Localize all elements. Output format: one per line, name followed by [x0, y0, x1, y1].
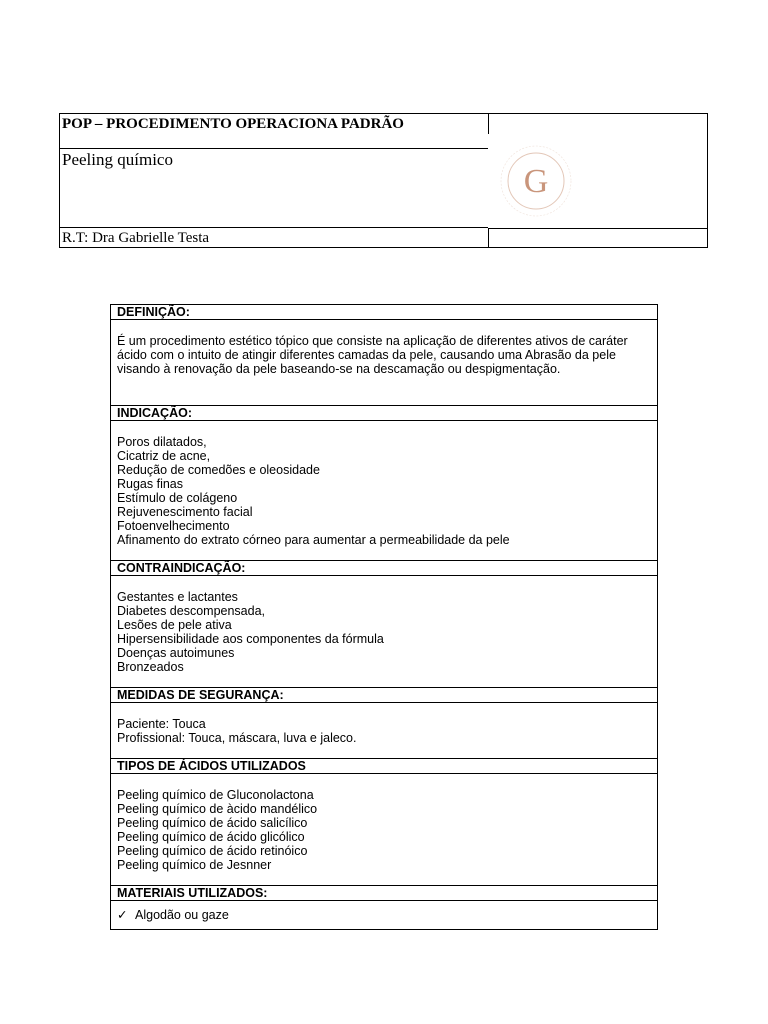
- header-left-column: [60, 114, 489, 247]
- section-definition-body: [111, 320, 657, 406]
- list-item: Peeling químico de ácido retinóico: [117, 844, 308, 858]
- header-right-divider: [489, 228, 707, 229]
- section-definition-title: DEFINIÇÃO:: [111, 305, 657, 320]
- text-line: É um procedimento estético tópico que consiste na aplicação de diferentes ativos de caráter: [117, 334, 628, 348]
- list-item: Redução de comedões e oleosidade: [117, 463, 320, 477]
- list-item: Peeling químico de Jesnner: [117, 858, 272, 872]
- logo-emblem-icon: [488, 134, 588, 228]
- list-item: Paciente: Touca: [117, 717, 206, 731]
- section-safety-body: [111, 703, 657, 759]
- list-item: Cicatriz de acne,: [117, 449, 211, 463]
- section-materials-title: MATERIAIS UTILIZADOS:: [111, 886, 657, 901]
- clinic-logo: [488, 134, 588, 228]
- text-line: visando à renovação da pele baseando-se na descamação ou despigmentação.: [117, 362, 561, 376]
- section-contraindication-title: CONTRAINDICAÇÃO:: [111, 561, 657, 576]
- document-title: POP – PROCEDIMENTO OPERACIONA PADRÃO: [60, 114, 488, 149]
- list-item: Rugas finas: [117, 477, 184, 491]
- list-item: Bronzeados: [117, 660, 184, 674]
- section-acids-body: [111, 774, 657, 886]
- logo-letter: G: [523, 163, 549, 200]
- section-materials-body: [111, 901, 657, 929]
- text-line: ácido com o intuito de atingir diferentes camadas da pele, causando uma Abrasão da pele: [117, 348, 616, 362]
- list-item: Lesões de pele ativa: [117, 618, 232, 632]
- list-item: Estímulo de colágeno: [117, 491, 238, 505]
- list-item: Fotoenvelhecimento: [117, 519, 230, 533]
- responsible-technician: R.T: Dra Gabrielle Testa: [62, 230, 210, 246]
- checklist-item: [117, 908, 657, 922]
- section-safety-title: MEDIDAS DE SEGURANÇA:: [111, 688, 657, 703]
- list-item: Hipersensibilidade aos componentes da fórmula: [117, 632, 384, 646]
- checkmark-icon: ✓: [117, 908, 128, 922]
- list-item: Doenças autoimunes: [117, 646, 235, 660]
- list-item: Poros dilatados,: [117, 435, 207, 449]
- list-item: Peeling químico de ácido glicólico: [117, 830, 305, 844]
- list-item: Afinamento do extrato córneo para aumentar a permeabilidade da pele: [117, 533, 510, 547]
- section-indication-body: [111, 421, 657, 561]
- list-item: Rejuvenescimento facial: [117, 505, 253, 519]
- list-item: Peeling químico de ácido salicílico: [117, 816, 308, 830]
- header-table: [59, 113, 708, 248]
- section-indication-title: INDICAÇÃO:: [111, 406, 657, 421]
- list-item: Gestantes e lactantes: [117, 590, 238, 604]
- list-item: Peeling químico de àcido mandélico: [117, 802, 318, 816]
- list-item: Peeling químico de Gluconolactona: [117, 788, 314, 802]
- procedure-name: Peeling químico: [60, 149, 488, 228]
- checklist-item-label: Algodão ou gaze: [135, 908, 229, 922]
- list-item: Diabetes descompensada,: [117, 604, 266, 618]
- section-acids-title: TIPOS DE ÁCIDOS UTILIZADOS: [111, 759, 657, 774]
- list-item: Profissional: Touca, máscara, luva e jaleco.: [117, 731, 357, 745]
- section-contraindication-body: [111, 576, 657, 688]
- procedure-table: [110, 304, 658, 930]
